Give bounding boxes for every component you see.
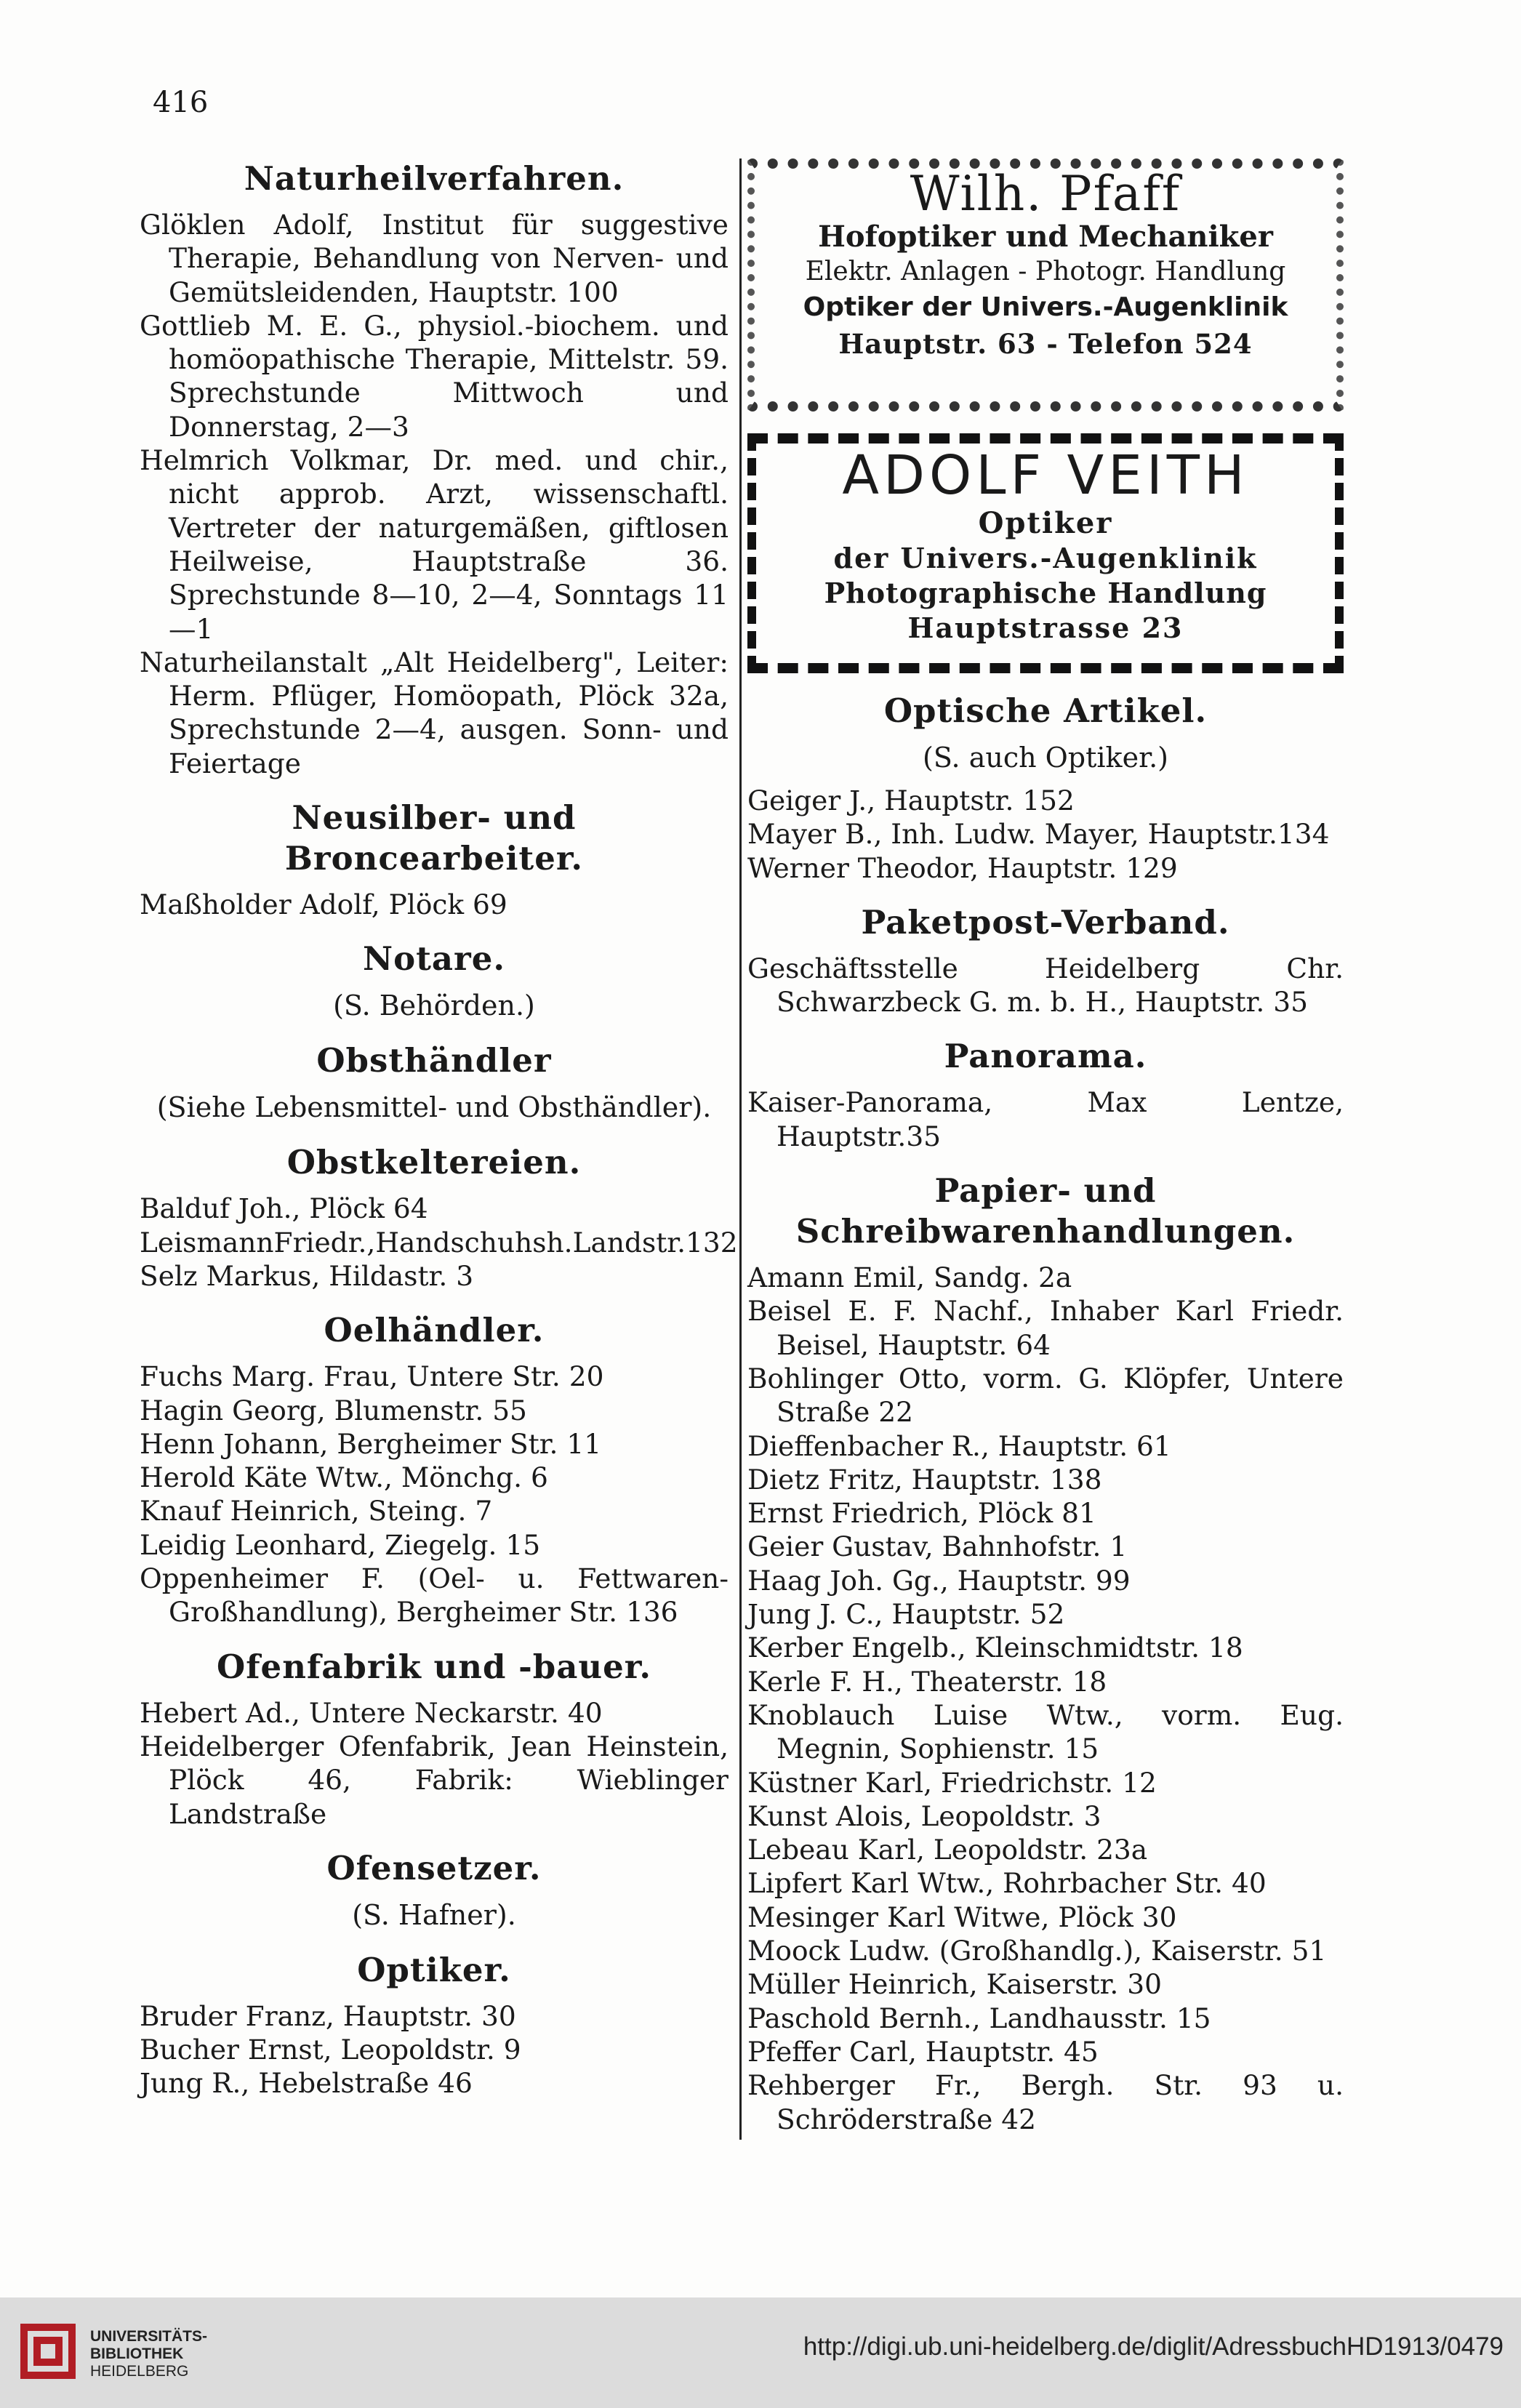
directory-entry: Geiger J., Hauptstr. 152 xyxy=(747,784,1075,816)
section-heading: Optiker. xyxy=(357,1950,511,1989)
advertisement-pfaff xyxy=(747,158,1344,412)
directory-entry: Dietz Fritz, Hauptstr. 138 xyxy=(747,1463,1102,1496)
directory-entry: Kerber Engelb., Kleinschmidtstr. 18 xyxy=(747,1632,1243,1664)
ad-pfaff-line: Hofoptiker und Mechaniker xyxy=(818,220,1273,254)
section-heading: Panorama. xyxy=(944,1037,1147,1076)
directory-entry: Kerle F. H., Theaterstr. 18 xyxy=(747,1665,1107,1698)
ad-pfaff-line: Optiker der Univers.-Augenklinik xyxy=(803,292,1288,322)
library-logo-text xyxy=(90,2328,207,2380)
directory-entry: Jung R., Hebelstraße 46 xyxy=(140,2067,473,2100)
directory-entry: Hebert Ad., Untere Neckarstr. 40 xyxy=(140,1696,603,1729)
directory-entry: Kunst Alois, Leopoldstr. 3 xyxy=(747,1799,1101,1832)
directory-entry: Küstner Karl, Friedrichstr. 12 xyxy=(747,1766,1157,1799)
directory-entry: Geier Gustav, Bahnhofstr. 1 xyxy=(747,1530,1128,1563)
section-heading: Naturheilverfahren. xyxy=(244,159,625,198)
directory-entry: Heidelberger Ofenfabrik, Jean Heinstein, Plöck 46, Fabrik: Wieblinger Landstraße xyxy=(140,1730,729,1830)
advertisement-veith xyxy=(747,433,1344,673)
directory-entry: Herold Käte Wtw., Mönchg. 6 xyxy=(140,1461,548,1494)
directory-entry: Maßholder Adolf, Plöck 69 xyxy=(140,888,507,921)
directory-entry: Selz Markus, Hildastr. 3 xyxy=(140,1259,474,1292)
directory-entry: Henn Johann, Bergheimer Str. 11 xyxy=(140,1427,602,1460)
section-note: (S. auch Optiker.) xyxy=(923,742,1168,774)
directory-entry: Ernst Friedrich, Plöck 81 xyxy=(747,1497,1096,1530)
library-logo-icon xyxy=(20,2324,76,2379)
directory-entry: Paschold Bernh., Landhausstr. 15 xyxy=(747,2002,1211,2034)
directory-entry: Knoblauch Luise Wtw., vorm. Eug. Megnin, Sophienstr. 15 xyxy=(747,1698,1344,1765)
directory-entry: Geschäftsstelle Heidelberg Chr. Schwarzbeck G. m. b. H., Hauptstr. 35 xyxy=(747,952,1344,1019)
directory-entry: Lipfert Karl Wtw., Rohrbacher Str. 40 xyxy=(747,1867,1267,1900)
ad-veith-line: der Univers.-Augenklinik xyxy=(833,542,1258,574)
directory-entry: Dieffenbacher R., Hauptstr. 61 xyxy=(747,1429,1171,1462)
section-note: (S. Hafner). xyxy=(352,1898,516,1931)
section-heading: Oelhändler. xyxy=(324,1311,545,1350)
directory-entry: LeismannFriedr.,Handschuhsh.Landstr.132 xyxy=(140,1226,738,1259)
ad-pfaff-name: Wilh. Pfaff xyxy=(910,166,1181,222)
directory-entry: Helmrich Volkmar, Dr. med. und chir., nicht approb. Arzt, wissenschaftl. Vertreter der naturgemäßen, giftlosen Heilweise, Hauptstraße 36. Sprechstunde 8—10, 2—4, Sonntags 11—1 xyxy=(140,444,729,645)
directory-entry: Balduf Joh., Plöck 64 xyxy=(140,1192,428,1225)
section-note: (Siehe Lebensmittel- und Obsthändler). xyxy=(156,1091,712,1124)
section-heading: Paketpost-Verband. xyxy=(861,902,1230,942)
directory-entry: Müller Heinrich, Kaiserstr. 30 xyxy=(747,1968,1162,2001)
directory-entry: Glöklen Adolf, Institut für suggestive Therapie, Behandlung von Nerven- und Gemütsleidenden, Hauptstr. 100 xyxy=(140,209,729,308)
directory-entry: Pfeffer Carl, Hauptstr. 45 xyxy=(747,2035,1099,2068)
section-heading: Neusilber- und Broncearbeiter. xyxy=(284,798,584,878)
column-divider xyxy=(739,158,742,2140)
directory-entry: Beisel E. F. Nachf., Inhaber Karl Friedr. Beisel, Hauptstr. 64 xyxy=(747,1295,1344,1361)
directory-entry: Leidig Leonhard, Ziegelg. 15 xyxy=(140,1528,541,1561)
directory-entry: Jung J. C., Hauptstr. 52 xyxy=(747,1598,1065,1631)
directory-entry: Kaiser-Panorama, Max Lentze, Hauptstr.35 xyxy=(747,1086,1344,1152)
section-heading: Papier- und Schreibwarenhandlungen. xyxy=(795,1171,1296,1251)
ad-veith-line: Optiker xyxy=(978,506,1113,540)
directory-entry: Mesinger Karl Witwe, Plöck 30 xyxy=(747,1901,1177,1933)
ad-veith-line: Photographische Handlung xyxy=(824,577,1267,609)
section-heading: Notare. xyxy=(362,939,506,979)
directory-entry: Rehberger Fr., Bergh. Str. 93 u. Schröderstraße 42 xyxy=(747,2069,1344,2135)
ad-pfaff-line: Hauptstr. 63 - Telefon 524 xyxy=(838,328,1253,360)
viewer-footer xyxy=(0,2297,1521,2408)
section-heading: Optische Artikel. xyxy=(883,691,1208,730)
ad-veith-name: ADOLF VEITH xyxy=(842,444,1249,507)
directory-entry: Knauf Heinrich, Steing. 7 xyxy=(140,1495,493,1528)
ad-pfaff-line: Elektr. Anlagen - Photogr. Handlung xyxy=(805,257,1286,286)
directory-entry: Amann Emil, Sandg. 2a xyxy=(747,1261,1072,1294)
directory-entry: Bruder Franz, Hauptstr. 30 xyxy=(140,1999,516,2032)
directory-entry: Oppenheimer F. (Oel- u. Fettwaren-Großhandlung), Bergheimer Str. 136 xyxy=(140,1562,729,1629)
directory-entry: Mayer B., Inh. Ludw. Mayer, Hauptstr.134 xyxy=(747,818,1330,851)
section-heading: Obstkeltereien. xyxy=(286,1143,582,1182)
directory-entry: Fuchs Marg. Frau, Untere Str. 20 xyxy=(140,1360,604,1393)
directory-entry: Hagin Georg, Blumenstr. 55 xyxy=(140,1394,527,1426)
section-heading: Ofenfabrik und -bauer. xyxy=(217,1647,651,1686)
directory-entry: Naturheilanstalt „Alt Heidelberg", Leiter: Herm. Pflüger, Homöopath, Plöck 32a, Sprechstunde 2—4, ausgen. Sonn- und Feiertage xyxy=(140,646,729,779)
page-number: 416 xyxy=(153,86,209,119)
logo-line: BIBLIOTHEK xyxy=(90,2345,184,2362)
directory-entry: Moock Ludw. (Großhandlg.), Kaiserstr. 51 xyxy=(747,1935,1327,1967)
directory-entry: Lebeau Karl, Leopoldstr. 23a xyxy=(747,1834,1148,1866)
logo-line: HEIDELBERG xyxy=(90,2363,189,2380)
source-url[interactable]: http://digi.ub.uni-heidelberg.de/diglit/AdressbuchHD1913/0479 xyxy=(803,2332,1504,2361)
section-note: (S. Behörden.) xyxy=(333,990,535,1022)
right-column xyxy=(747,158,1344,2136)
directory-entry: Gottlieb M. E. G., physiol.-biochem. und homöopathische Therapie, Mittelstr. 59. Sprechstunde Mittwoch und Donnerstag, 2—3 xyxy=(140,309,729,443)
directory-entry: Haag Joh. Gg., Hauptstr. 99 xyxy=(747,1564,1131,1597)
left-column xyxy=(140,158,738,2100)
section-heading: Ofensetzer. xyxy=(326,1848,542,1887)
ad-veith-line: Hauptstrasse 23 xyxy=(907,611,1184,644)
right-column-listings xyxy=(747,691,1344,2136)
section-heading: Obsthändler xyxy=(316,1041,552,1080)
directory-entry: Bucher Ernst, Leopoldstr. 9 xyxy=(140,2034,521,2066)
directory-entry: Bohlinger Otto, vorm. G. Klöpfer, Untere Straße 22 xyxy=(747,1362,1344,1429)
logo-line: UNIVERSITÄTS- xyxy=(90,2328,208,2345)
directory-entry: Werner Theodor, Hauptstr. 129 xyxy=(747,851,1178,884)
